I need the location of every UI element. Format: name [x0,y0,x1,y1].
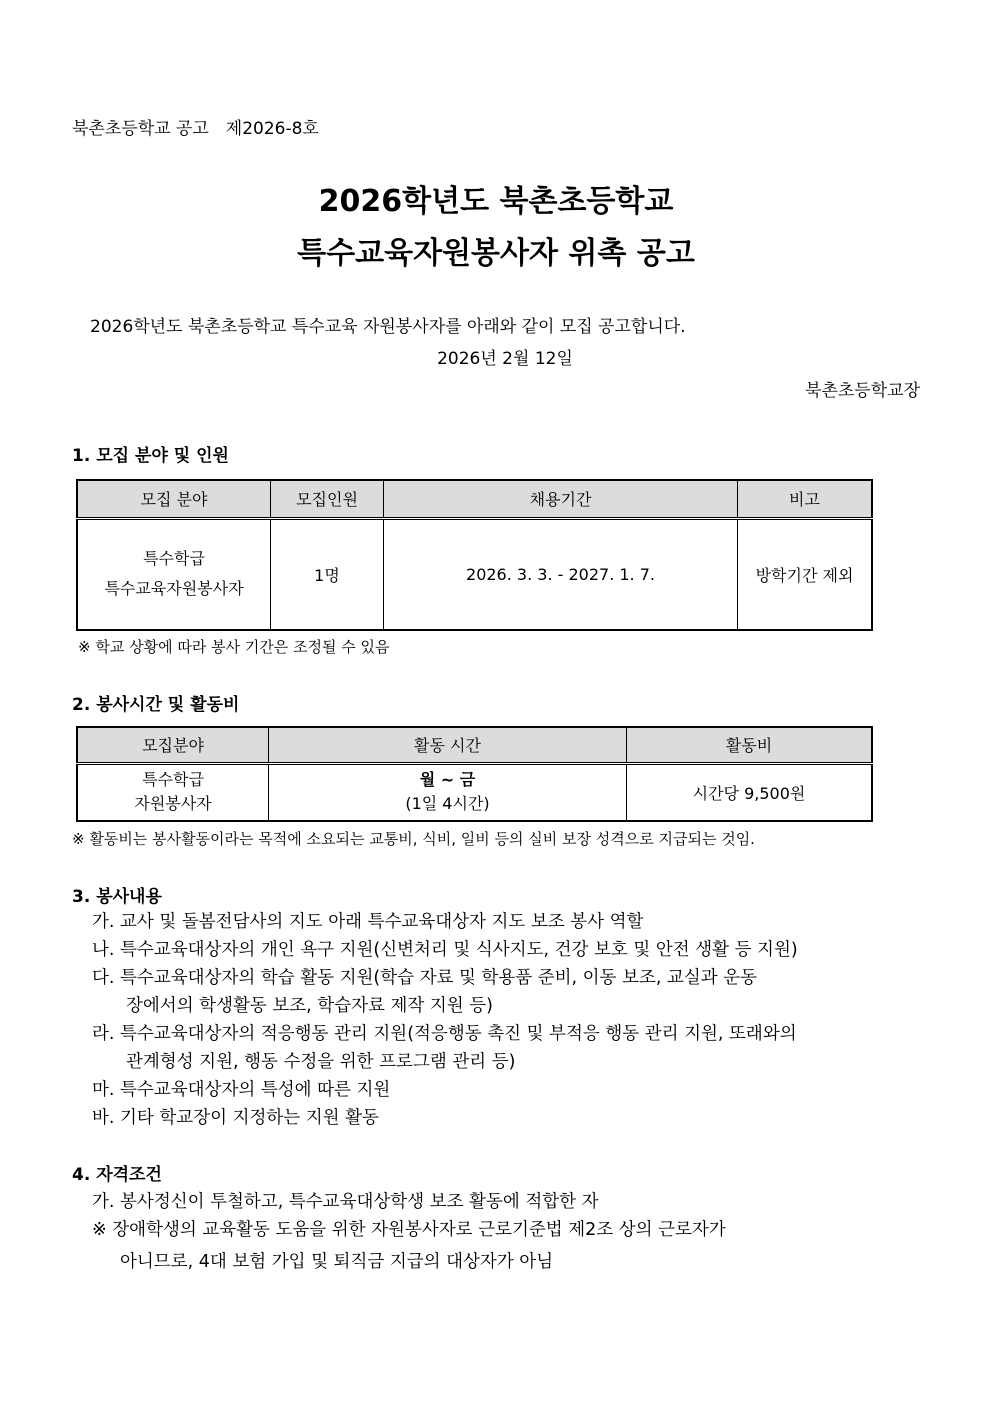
title-line-2: 특수교육자원봉사자 위촉 공고 [297,236,695,271]
col-header-pay: 활동비 [627,727,873,763]
duty-item-ga: 가. 교사 및 돌봄전담사의 지도 아래 특수교육대상자 지도 보조 봉사 역할 [92,912,644,932]
field-line-2: 특수교육자원봉사자 [104,579,244,599]
field-line-1: 특수학급 [143,549,205,569]
section-1-footnote: ※ 학교 상황에 따라 봉사 기간은 조정될 수 있음 [78,638,390,656]
recruit-table [76,479,873,631]
duty-item-da-cont: 장에서의 학생활동 보조, 학습자료 제작 지원 등) [126,996,493,1016]
qualification-note-cont: 아니므로, 4대 보험 가입 및 퇴직금 지급의 대상자가 아님 [120,1252,554,1272]
activity-table [76,726,873,822]
duty-item-na: 나. 특수교육대상자의 개인 욕구 지원(신변처리 및 식사지도, 건강 보호 및 안전 생활 등 지원) [92,940,798,960]
notice-number: 북촌초등학교 공고 제2026-8호 [72,119,319,139]
cell-field [77,518,271,630]
title-line-1: 2026학년도 북촌초등학교 [318,184,674,219]
section-2-footnote: ※ 활동비는 봉사활동이라는 목적에 소요되는 교통비, 식비, 일비 등의 실비 보장 성격으로 지급되는 것임. [72,830,755,848]
cell-field [77,763,269,821]
cell-period: 2026. 3. 3. - 2027. 1. 7. [384,518,738,630]
duty-item-ba: 바. 기타 학교장이 지정하는 지원 활동 [92,1108,379,1128]
issuer: 북촌초등학교장 [805,381,920,401]
duty-item-da: 다. 특수교육대상자의 학습 활동 지원(학습 자료 및 학용품 준비, 이동 보조, 교실과 운동 [92,968,758,988]
field-line-2: 자원봉사자 [134,794,212,814]
work-hours: (1일 4시간) [405,794,490,814]
duty-item-ra-cont: 관계형성 지원, 행동 수정을 위한 프로그램 관리 등) [126,1052,516,1072]
qualification-note: ※ 장애학생의 교육활동 도움을 위한 자원봉사자로 근로기준법 제2조 상의 근로자가 [92,1220,726,1240]
col-header-note: 비고 [738,480,873,518]
notice-date: 2026년 2월 12일 [437,349,573,369]
qualification-item-ga: 가. 봉사정신이 투철하고, 특수교육대상학생 보조 활동에 적합한 자 [92,1192,599,1212]
cell-count: 1명 [271,518,384,630]
col-header-field: 모집분야 [77,727,269,763]
work-days: 월 ~ 금 [419,770,476,790]
section-1-title: 1. 모집 분야 및 인원 [72,446,229,466]
cell-hours [269,763,627,821]
section-2-title: 2. 봉사시간 및 활동비 [72,695,240,715]
duty-item-ma: 마. 특수교육대상자의 특성에 따른 지원 [92,1080,391,1100]
col-header-count: 모집인원 [271,480,384,518]
section-4-title: 4. 자격조건 [72,1165,162,1185]
col-header-period: 채용기간 [384,480,738,518]
cell-note: 방학기간 제외 [738,518,873,630]
duty-item-ra: 라. 특수교육대상자의 적응행동 관리 지원(적응행동 촉진 및 부적응 행동 관리 지원, 또래와의 [92,1024,797,1044]
cell-pay: 시간당 9,500원 [627,763,873,821]
intro-text: 2026학년도 북촌초등학교 특수교육 자원봉사자를 아래와 같이 모집 공고합니다. [90,317,686,337]
col-header-field: 모집 분야 [77,480,271,518]
col-header-hours: 활동 시간 [269,727,627,763]
field-line-1: 특수학급 [142,770,204,790]
section-3-title: 3. 봉사내용 [72,887,162,907]
